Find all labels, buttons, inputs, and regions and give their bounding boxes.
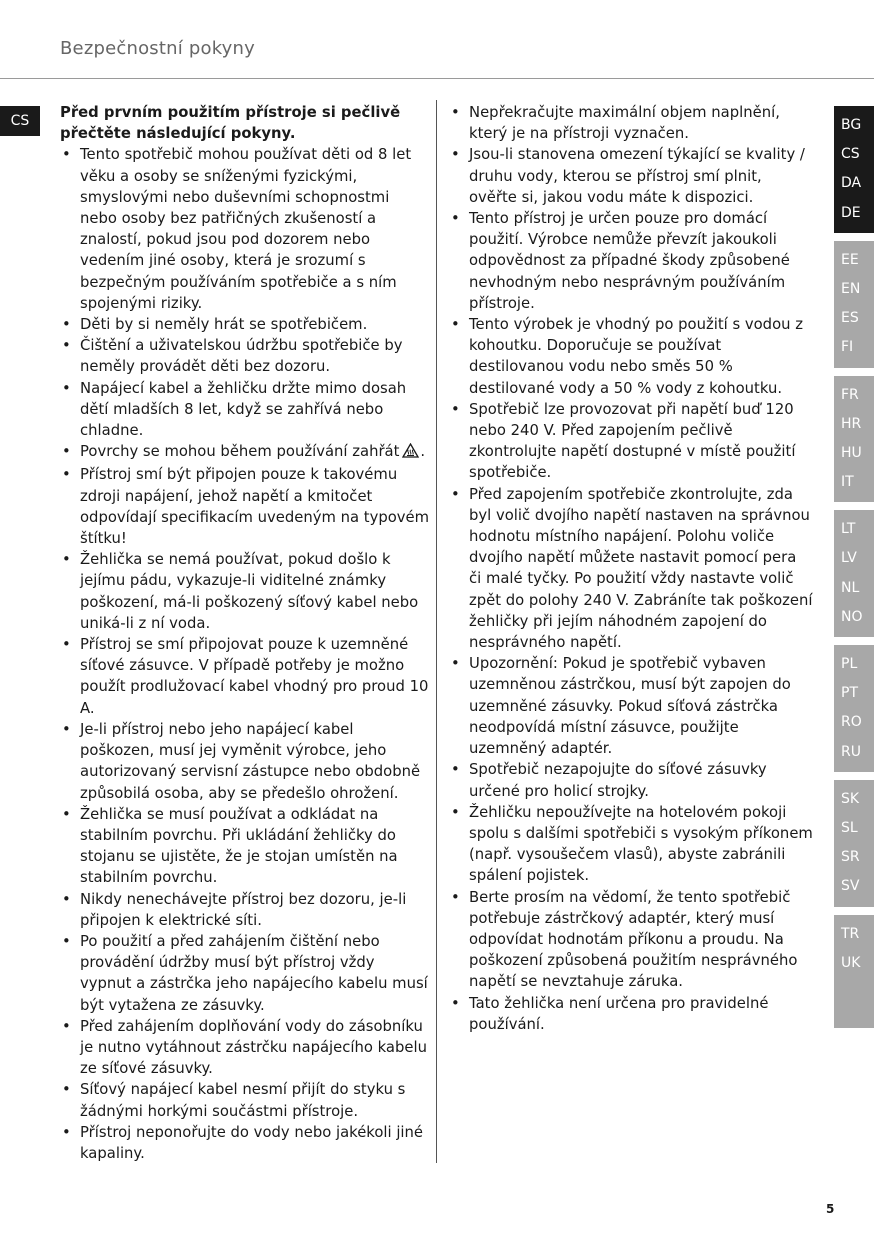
list-item: • Síťový napájecí kabel nesmí přijít do styku s žádnými horkými součástmi přístroje. [60,1079,430,1121]
list-item: • Přístroj se smí připojovat pouze k uzemněné síťové zásuvce. V případě potřeby je možno použít prodlužovací kabel vhodný pro proud 10 A. [60,634,430,719]
language-tab-cs[interactable]: CS [841,146,860,163]
list-item: • Nepřekračujte maximální objem naplnění, který je na přístroji vyznačen. [449,102,813,144]
list-item: • Berte prosím na vědomí, že tento spotřebič potřebuje zástrčkový adaptér, který musí odpovídat hodnotám příkonu a proudu. Na poškození způsobená použitím nesprávného napětí se nevztahuje záruka. [449,887,813,993]
right-column [449,102,813,1035]
language-tab-de[interactable]: DE [841,204,861,221]
list-item: • Upozornění: Pokud je spotřebič vybaven uzemněnou zástrčkou, musí být zapojen do uzemněné zásuvky. Pokud síťová zástrčka neodpovídá místní zásuvce, použijte uzemněný adaptér. [449,653,813,759]
list-item-text: Povrchy se mohou během používání zahřát [80,443,400,461]
list-item: • Žehličku nepoužívejte na hotelovém pokoji spolu s dalšími spotřebiči s vysokým příkonem (např. vysoušečem vlasů), abyste zabránili spálení pojistek. [449,802,813,887]
list-item: • Děti by si neměly hrát se spotřebičem. [60,314,430,335]
language-tab-fr[interactable]: FR [841,386,859,403]
column-divider [436,100,437,1163]
language-tab-sl[interactable]: SL [841,819,858,836]
language-tab-hu[interactable]: HU [841,444,862,461]
language-tab-it[interactable]: IT [841,474,854,491]
language-tab-uk[interactable]: UK [841,954,861,971]
list-item: • Nikdy nenechávejte přístroj bez dozoru, je-li připojen k elektrické síti. [60,889,430,931]
list-item: • Spotřebič lze provozovat při napětí buď 120 nebo 240 V. Před zapojením pečlivě zkontrolujte napětí dostupné v místě použití spotřebiče. [449,399,813,484]
language-sidebar [834,106,874,1036]
language-tab-bg[interactable]: BG [841,117,862,133]
list-item [60,441,430,464]
list-item: • Žehlička se musí používat a odkládat na stabilním povrchu. Při ukládání žehličky do stojanu se ujistěte, že je stojan umístěn na stabilním povrchu. [60,804,430,889]
list-item: • Žehlička se nemá používat, pokud došlo k jejímu pádu, vykazuje-li viditelné známky poškození, má-li poškozený síťový kabel nebo uniká-li z ní voda. [60,549,430,634]
current-language-tab: CS [0,106,40,136]
intro-heading: Před prvním použitím přístroje si pečlivě přečtěte následující pokyny. [60,104,401,143]
list-item: • Před zapojením spotřebiče zkontrolujte, zda byl volič dvojího napětí nastaven na správnou hodnotu místního napájení. Polohu voliče dvojího napětí můžete nastavit pomocí pera či malé tyčky. Po použití vždy nastavte volič zpět do polohy 240 V. Zabráníte tak poškození žehličky při jejím náhodném zapojení do nesprávného napětí. [449,484,813,654]
page-number: 5 [826,1202,835,1216]
language-tab-sr[interactable]: SR [841,849,860,866]
language-tab-en[interactable]: EN [841,280,861,297]
list-item: • Napájecí kabel a žehličku držte mimo dosah dětí mladších 8 let, když se zahřívá nebo chladne. [60,378,430,442]
language-tab-fi[interactable]: FI [841,339,854,356]
language-tab-ee[interactable]: EE [841,251,859,268]
language-tab-hr[interactable]: HR [841,415,862,432]
language-tab-ro[interactable]: RO [841,714,862,731]
page-title: Bezpečnostní pokyny [60,38,255,59]
list-item: • Tento výrobek je vhodný po použití s vodou z kohoutku. Doporučuje se používat destilovanou vodu nebo směs 50 % destilované vody a 50 % vody z kohoutku. [449,314,813,399]
language-tab-lt[interactable]: LT [841,521,856,538]
language-group [834,376,874,503]
list-item: • Spotřebič nezapojujte do síťové zásuvky určené pro holicí strojky. [449,759,813,801]
language-tab-sv[interactable]: SV [841,878,860,895]
language-group [834,780,874,907]
language-tab-da[interactable]: DA [841,175,862,192]
right-safety-list [449,102,813,1035]
language-tab-es[interactable]: ES [841,310,859,327]
language-tab-ru[interactable]: RU [841,743,861,760]
language-group [834,510,874,637]
language-tab-sk[interactable]: SK [841,790,860,807]
language-group [834,645,874,772]
language-tab-no[interactable]: NO [841,608,863,625]
header-divider [0,78,874,79]
language-group [834,915,874,1028]
language-group [834,106,874,233]
language-tab-pl[interactable]: PL [841,656,858,672]
list-item: • Tento přístroj je určen pouze pro domácí použití. Výrobce nemůže převzít jakoukoli odpovědnost za případné škody způsobené nevhodným nebo nesprávným používáním přístroje. [449,208,813,314]
language-tab-lv[interactable]: LV [841,550,857,567]
list-item: • Tato žehlička není určena pro pravidelné používání. [449,993,813,1035]
list-item: • Jsou-li stanovena omezení týkající se kvality / druhu vody, kterou se přístroj smí plnit, ověřte si, jakou vodu máte k dispozici. [449,144,813,208]
left-safety-list [60,144,430,1164]
list-item-suffix: . [420,443,426,461]
list-item: • Před zahájením doplňování vody do zásobníku je nutno vytáhnout zástrčku napájecího kabelu ze síťové zásuvky. [60,1016,430,1080]
list-item: • Po použití a před zahájením čištění nebo provádění údržby musí být přístroj vždy vypnut a zástrčka jeho napájecího kabelu musí být vytažena ze zásuvky. [60,931,430,1016]
language-tab-nl[interactable]: NL [841,579,860,596]
list-item: • Čištění a uživatelskou údržbu spotřebiče by neměly provádět děti bez dozoru. [60,335,430,377]
left-column [60,102,430,1164]
list-item: • Tento spotřebič mohou používat děti od 8 let věku a osoby se sníženými fyzickými, smyslovými nebo duševními schopnostmi nebo osoby bez patřičných zkušeností a znalostí, pokud jsou pod dozorem nebo vedením jiné osoby, která je srozumí s bezpečným používáním spotřebiče a s ním spojenými riziky. [60,144,430,314]
hot-surface-warning-icon [402,443,419,464]
list-item: • Přístroj smí být připojen pouze k takovému zdroji napájení, jehož napětí a kmitočet odpovídají specifikacím uvedeným na typovém štítku! [60,464,430,549]
language-tab-tr[interactable]: TR [841,925,860,942]
list-item: • Přístroj neponořujte do vody nebo jakékoli jiné kapaliny. [60,1122,430,1164]
language-group [834,241,874,368]
list-item: • Je-li přístroj nebo jeho napájecí kabel poškozen, musí jej vyměnit výrobce, jeho autorizovaný servisní zástupce nebo obdobně způsobilá osoba, aby se předešlo ohrožení. [60,719,430,804]
language-tab-pt[interactable]: PT [841,685,858,702]
